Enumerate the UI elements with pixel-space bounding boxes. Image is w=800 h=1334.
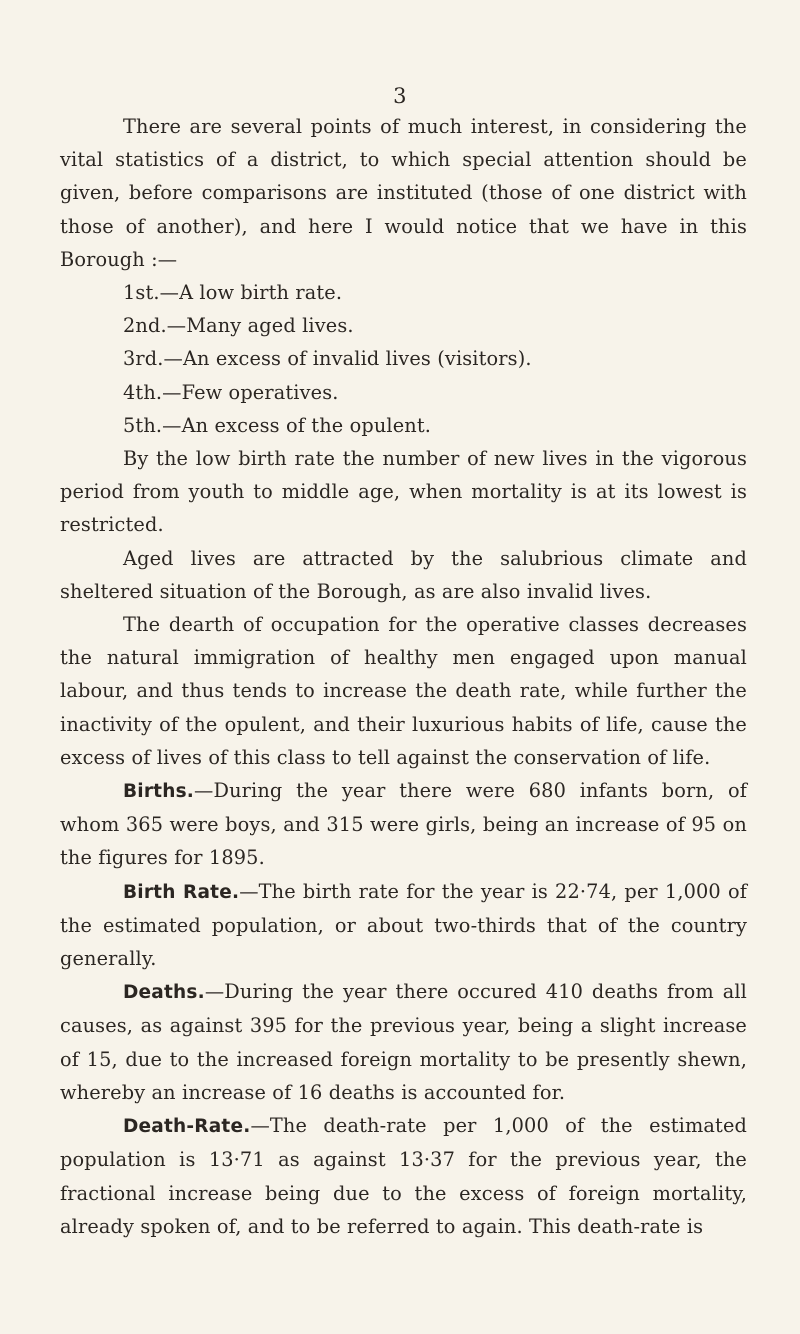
section-text: —During the year there were 680 infants born, of whom 365 were boys, and 315 were girls, being an increase of 95 on the figures for 1895. — [60, 779, 747, 870]
section-text: —During the year there occured 410 deaths from all causes, as against 395 for the previous year, being a slight increase of 15, due to the increased foreign mortality to be presently shewn, whereby an increase of 16 deaths is accounted for. — [60, 980, 747, 1104]
section-heading: Births. — [123, 781, 195, 803]
body-paragraph: By the low birth rate the number of new lives in the vigorous period from youth to middle age, when mortality is at its lowest is restricted. — [60, 447, 747, 537]
list-item: 1st.—A low birth rate. — [123, 281, 343, 305]
section-text: —The death-rate per 1,000 of the estimated population is 13·71 as against 13·37 for the previous year, the fractional increase being due to the excess of foreign mortality, already spoken of, and to be referred to again. This death-rate is — [60, 1114, 747, 1238]
section-heading: Birth Rate. — [123, 881, 240, 903]
list-item: 2nd.—Many aged lives. — [123, 314, 354, 338]
page-number: 3 — [393, 84, 407, 108]
death-rate-section — [60, 1109, 747, 1243]
section-heading: Death-Rate. — [123, 1116, 251, 1138]
body-paragraph: Aged lives are attracted by the salubrious climate and sheltered situation of the Borough, as are also invalid lives. — [60, 546, 747, 603]
birth-rate-section — [60, 875, 747, 976]
section-heading: Deaths. — [123, 982, 205, 1004]
section-text: —The birth rate for the year is 22·74, per 1,000 of the estimated population, or about two-thirds that of the country generally. — [60, 879, 747, 971]
page-body — [60, 110, 747, 1243]
body-paragraph: The dearth of occupation for the operative classes decreases the natural immigration of healthy men engaged upon manual labour, and thus tends to increase the death rate, while further the inactivity of the opulent, and their luxurious habits of life, cause the excess of lives of this class to tell against the conservation of life. — [60, 613, 747, 769]
deaths-section — [60, 975, 747, 1109]
list-item: 5th.—An excess of the opulent. — [123, 413, 432, 437]
list-item: 4th.—Few operatives. — [123, 380, 339, 404]
intro-paragraph: There are several points of much interest, in considering the vital statistics of a district, to which special attention should be given, before comparisons are instituted (those of one district with those of another), and here I would notice that we have in this Borough :— — [60, 115, 747, 271]
list-item: 3rd.—An excess of invalid lives (visitors). — [123, 347, 532, 371]
births-section — [60, 774, 747, 875]
